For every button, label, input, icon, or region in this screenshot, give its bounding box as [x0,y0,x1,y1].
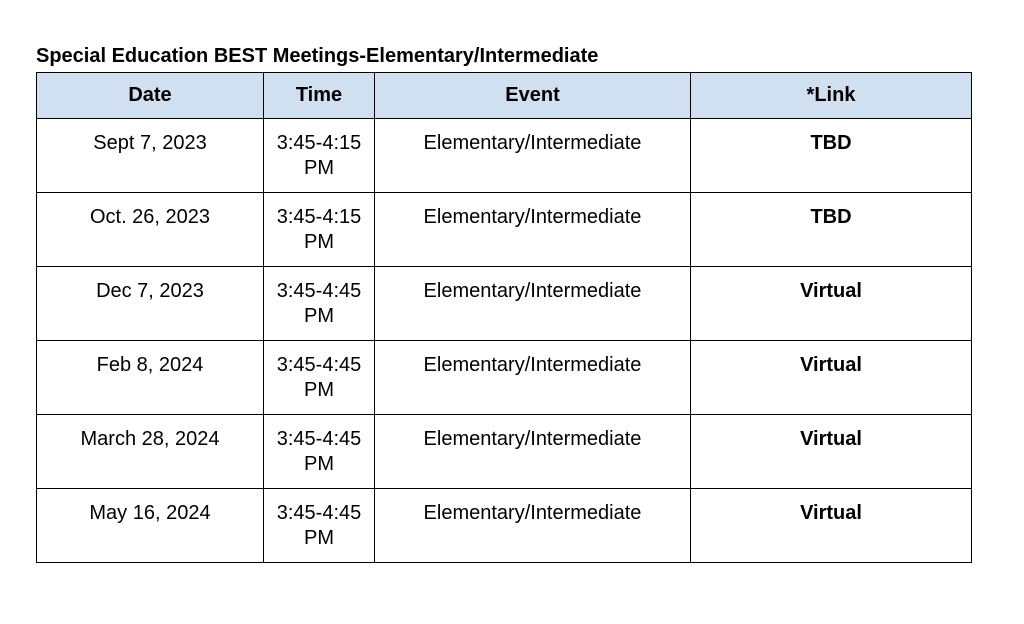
document-title: Special Education BEST Meetings-Elementary/Intermediate [36,45,599,67]
link-cell: Virtual [691,341,972,415]
table-row [37,415,972,489]
time-cell: 3:45-4:45 PM [264,489,375,563]
event-cell: Elementary/Intermediate [375,341,691,415]
time-cell: 3:45-4:45 PM [264,341,375,415]
date-cell: Dec 7, 2023 [37,267,264,341]
date-cell: May 16, 2024 [37,489,264,563]
date-cell: Feb 8, 2024 [37,341,264,415]
table-header-row [37,73,972,119]
date-cell: March 28, 2024 [37,415,264,489]
event-cell: Elementary/Intermediate [375,489,691,563]
link-cell: Virtual [691,415,972,489]
event-cell: Elementary/Intermediate [375,267,691,341]
time-cell: 3:45-4:15 PM [264,119,375,193]
event-cell: Elementary/Intermediate [375,193,691,267]
time-cell: 3:45-4:45 PM [264,267,375,341]
header-time: Time [264,73,375,119]
table-row [37,267,972,341]
table-row [37,489,972,563]
header-link: *Link [691,73,972,119]
table-row [37,341,972,415]
date-cell: Sept 7, 2023 [37,119,264,193]
date-cell: Oct. 26, 2023 [37,193,264,267]
event-cell: Elementary/Intermediate [375,119,691,193]
header-date: Date [37,73,264,119]
link-cell: TBD [691,193,972,267]
table-row [37,119,972,193]
event-cell: Elementary/Intermediate [375,415,691,489]
table-row [37,193,972,267]
time-cell: 3:45-4:15 PM [264,193,375,267]
link-cell: TBD [691,119,972,193]
meetings-table [36,72,972,563]
link-cell: Virtual [691,489,972,563]
header-event: Event [375,73,691,119]
link-cell: Virtual [691,267,972,341]
time-cell: 3:45-4:45 PM [264,415,375,489]
